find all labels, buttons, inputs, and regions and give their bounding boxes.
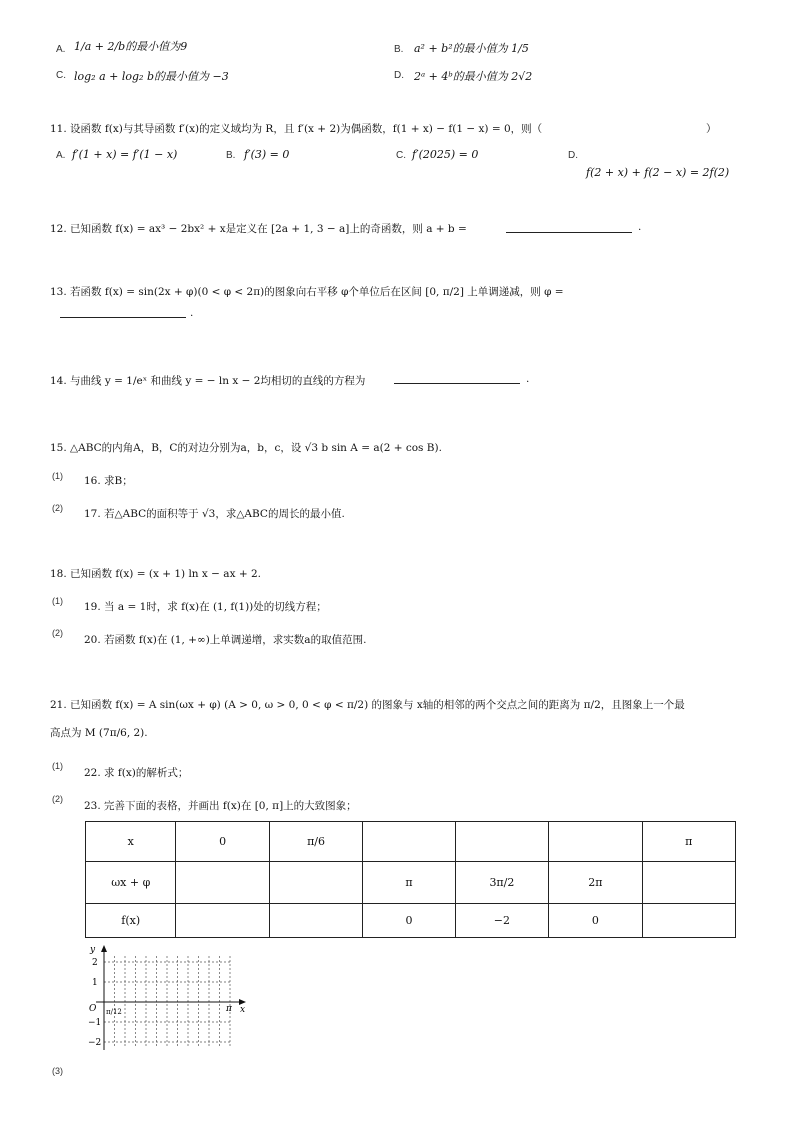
q15-sub1-label: (1) <box>52 471 63 481</box>
q12-answer-blank[interactable] <box>506 232 632 233</box>
x-tick-label-right: π <box>226 1004 232 1014</box>
table-cell: π/6 <box>269 822 362 862</box>
q11-option-a-label: A. <box>56 150 66 161</box>
table-cell <box>549 822 642 862</box>
table-cell <box>455 822 549 862</box>
q11-option-b-text: f′(3) = 0 <box>244 148 290 161</box>
q18-sub2-label: (2) <box>52 628 63 638</box>
table-cell: ωx + φ <box>86 862 176 904</box>
table-cell <box>269 862 362 904</box>
q10-option-b-label: B. <box>394 44 404 55</box>
q15-stem: 15. △ABC的内角A，B，C的对边分别为a，b，c，设 √3 b sin A = a(2 + cos B). <box>50 442 442 454</box>
coordinate-grid <box>82 942 252 1054</box>
q11-option-d-text: f(2 + x) + f(2 − x) = 2f(2) <box>586 166 730 179</box>
table-cell <box>176 904 269 938</box>
q10-option-c-text: log₂ a + log₂ b的最小值为 −3 <box>74 70 229 83</box>
table-cell: π <box>642 822 735 862</box>
table-cell <box>363 822 455 862</box>
q10-option-b-text: a² + b²的最小值为 1/5 <box>414 42 529 55</box>
table-cell <box>642 904 735 938</box>
table-row <box>86 862 736 904</box>
table-cell: 0 <box>363 904 455 938</box>
q21-sub1-text: 22. 求 f(x)的解析式； <box>84 767 189 779</box>
q13-text: 13. 若函数 f(x) = sin(2x + φ)(0 < φ < 2π)的图象向右平移 φ个单位后在区间 [0, π/2] 上单调递减，则 φ = <box>50 286 564 298</box>
y-tick-label: 2 <box>92 958 98 968</box>
q15-sub2-text: 17. 若△ABC的面积等于 √3，求△ABC的周长的最小值. <box>84 508 345 520</box>
q21-sub2-label: (2) <box>52 794 63 804</box>
q11-option-d-label: D. <box>568 150 578 161</box>
q14-answer-blank[interactable] <box>394 383 520 384</box>
q10-option-a-label: A. <box>56 44 66 55</box>
q13-end: . <box>190 307 194 319</box>
q21-stem-line2: 高点为 M (7π/6, 2). <box>50 727 148 739</box>
q14-end: . <box>526 373 530 385</box>
q11-option-c-label: C. <box>396 150 406 161</box>
table-cell: 2π <box>549 862 642 904</box>
q13-answer-blank[interactable] <box>60 317 186 318</box>
table-cell <box>642 862 735 904</box>
q14-text: 14. 与曲线 y = 1/eˣ 和曲线 y = − ln x − 2均相切的直线的方程为 <box>50 375 366 387</box>
table-row <box>86 904 736 938</box>
q10-option-d-label: D. <box>394 70 404 81</box>
table-cell <box>269 904 362 938</box>
y-tick-label: −2 <box>88 1038 102 1048</box>
q21-sub3-label: (3) <box>52 1066 63 1076</box>
q15-sub1-text: 16. 求B； <box>84 475 133 487</box>
q10-option-a-text: 1/a + 2/b的最小值为9 <box>74 40 188 53</box>
q18-sub2-text: 20. 若函数 f(x)在 (1, +∞)上单调递增，求实数a的取值范围. <box>84 634 367 646</box>
value-table <box>85 821 736 938</box>
q21-stem-line1: 21. 已知函数 f(x) = A sin(ωx + φ) (A > 0, ω > 0, 0 < φ < π/2) 的图象与 x轴的相邻的两个交点之间的距离为 π/2，且图象上一个最 <box>50 699 685 711</box>
q10-option-d-text: 2ᵃ + 4ᵇ的最小值为 2√2 <box>414 70 533 83</box>
q21-sub2-text: 23. 完善下面的表格，并画出 f(x)在 [0, π]上的大致图象； <box>84 800 357 812</box>
table-cell: 0 <box>176 822 269 862</box>
table-cell: π <box>363 862 455 904</box>
table-cell: 3π/2 <box>455 862 549 904</box>
q21-sub1-label: (1) <box>52 761 63 771</box>
q18-sub1-label: (1) <box>52 596 63 606</box>
table-cell <box>176 862 269 904</box>
table-cell: f(x) <box>86 904 176 938</box>
q11-stem: 11. 设函数 f(x)与其导函数 f′(x)的定义域均为 R，且 f′(x + 2)为偶函数，f(1 + x) − f(1 − x) = 0，则（ <box>50 123 543 135</box>
table-cell: x <box>86 822 176 862</box>
origin-label: O <box>89 1004 97 1014</box>
y-tick-label: 1 <box>92 978 98 988</box>
q10-option-c-label: C. <box>56 70 66 81</box>
q11-option-b-label: B. <box>226 150 236 161</box>
y-tick-label: −1 <box>88 1018 102 1028</box>
y-axis-label: y <box>90 945 96 955</box>
q18-sub1-text: 19. 当 a = 1时，求 f(x)在 (1, f(1))处的切线方程； <box>84 601 327 613</box>
q15-sub2-label: (2) <box>52 503 63 513</box>
q18-stem: 18. 已知函数 f(x) = (x + 1) ln x − ax + 2. <box>50 568 261 580</box>
x-tick-label-left: π/12 <box>106 1008 122 1016</box>
q11-close-paren: ） <box>706 123 717 135</box>
table-cell: −2 <box>455 904 549 938</box>
q11-option-c-text: f′(2025) = 0 <box>412 148 479 161</box>
q12-end: . <box>638 221 642 233</box>
q11-option-a-text: f′(1 + x) = f′(1 − x) <box>72 148 178 161</box>
q12-text: 12. 已知函数 f(x) = ax³ − 2bx² + x是定义在 [2a + 1, 3 − a]上的奇函数，则 a + b = <box>50 223 467 235</box>
x-axis-label: x <box>240 1005 246 1015</box>
y-axis-arrow <box>101 945 107 952</box>
table-row <box>86 822 736 862</box>
table-cell: 0 <box>549 904 642 938</box>
